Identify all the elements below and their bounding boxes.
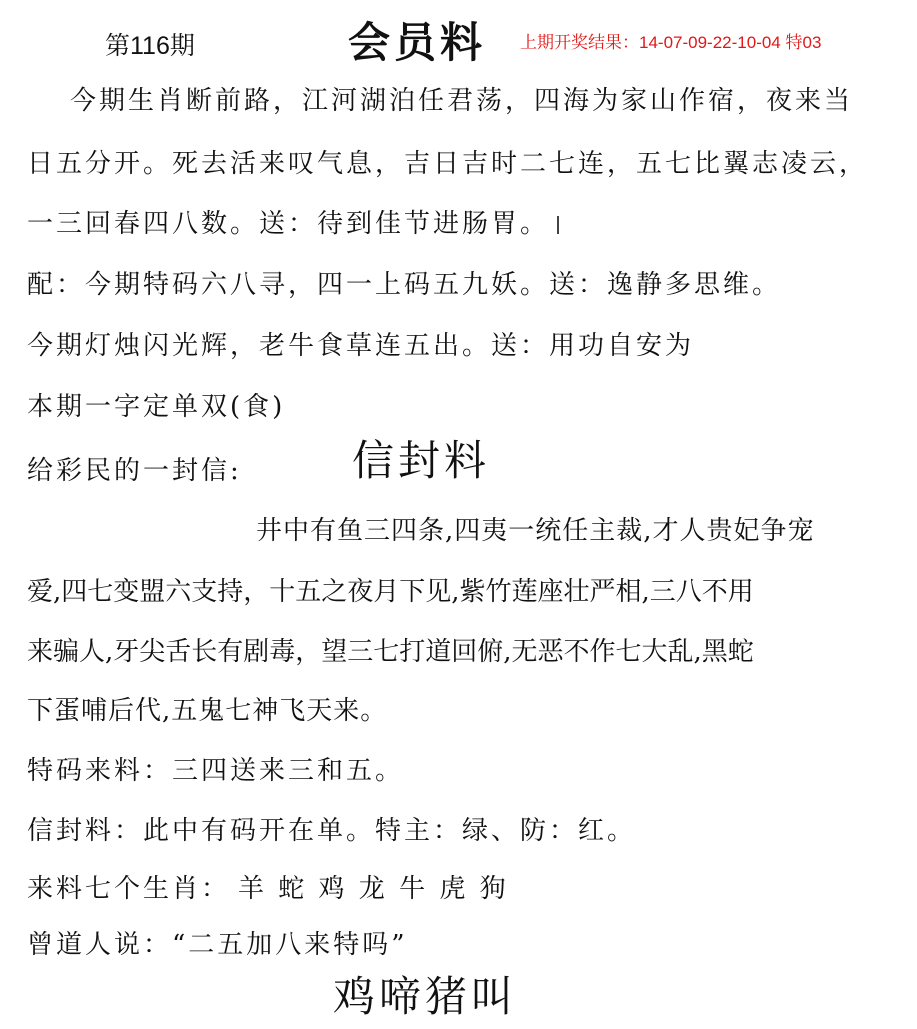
taoist-line: 曾道人说：“二五加八来特吗” (27, 930, 408, 960)
poem-line-3 (27, 203, 559, 240)
letter-label: 给彩民的一封信: (27, 456, 242, 486)
page-title: 会员料 (348, 18, 487, 67)
letter-title: 信封料 (352, 436, 491, 485)
letter-line-1: 井中有鱼三四条,四夷一统任主裁,才人贵妃争宠 (256, 516, 815, 546)
zodiac-line (27, 868, 509, 905)
footer-title: 鸡啼猪叫 (333, 972, 518, 1021)
poem-line-2: 日五分开。死去活来叹气息，吉日吉时二七连，五七比翼志凌云， (27, 149, 869, 179)
poem-line-1: 今期生肖断前路，江河湖泊任君荡，四海为家山作宿，夜来当 (70, 86, 854, 116)
lamp-line: 今期灯烛闪光辉，老牛食草连五出。送：用功自安为 (27, 331, 695, 361)
poem-line-3-text: 一三回春四八数。送：待到佳节进肠胃。 (27, 209, 550, 239)
special-code-line: 特码来料：三四送来三和五。 (27, 756, 405, 786)
letter-line-2: 爱,四七变盟六支持，十五之夜月下见,紫竹莲座壮严相,三八不用 (27, 577, 754, 607)
letter-line-3: 来骗人,牙尖舌长有剧毒，望三七打道回俯,无恶不作七大乱,黑蛇 (27, 637, 754, 667)
pei-line: 配：今期特码六八寻，四一上码五九妖。送：逸静多思维。 (27, 270, 782, 300)
single-double-line: 本期一字定单双(食) (27, 392, 286, 422)
letter-material-line: 信封料：此中有码开在单。特主：绿、防：红。 (27, 816, 637, 846)
cursor-mark (557, 216, 559, 234)
letter-line-4: 下蛋哺后代,五鬼七神飞天来。 (27, 696, 388, 726)
zodiac-label: 来料七个生肖： (27, 874, 231, 904)
zodiac-list: 羊 蛇 鸡 龙 牛 虎 狗 (238, 874, 509, 904)
last-draw-result: 上期开奖结果：14-07-09-22-10-04 特03 (520, 33, 822, 52)
issue-number: 第116期 (105, 32, 195, 60)
